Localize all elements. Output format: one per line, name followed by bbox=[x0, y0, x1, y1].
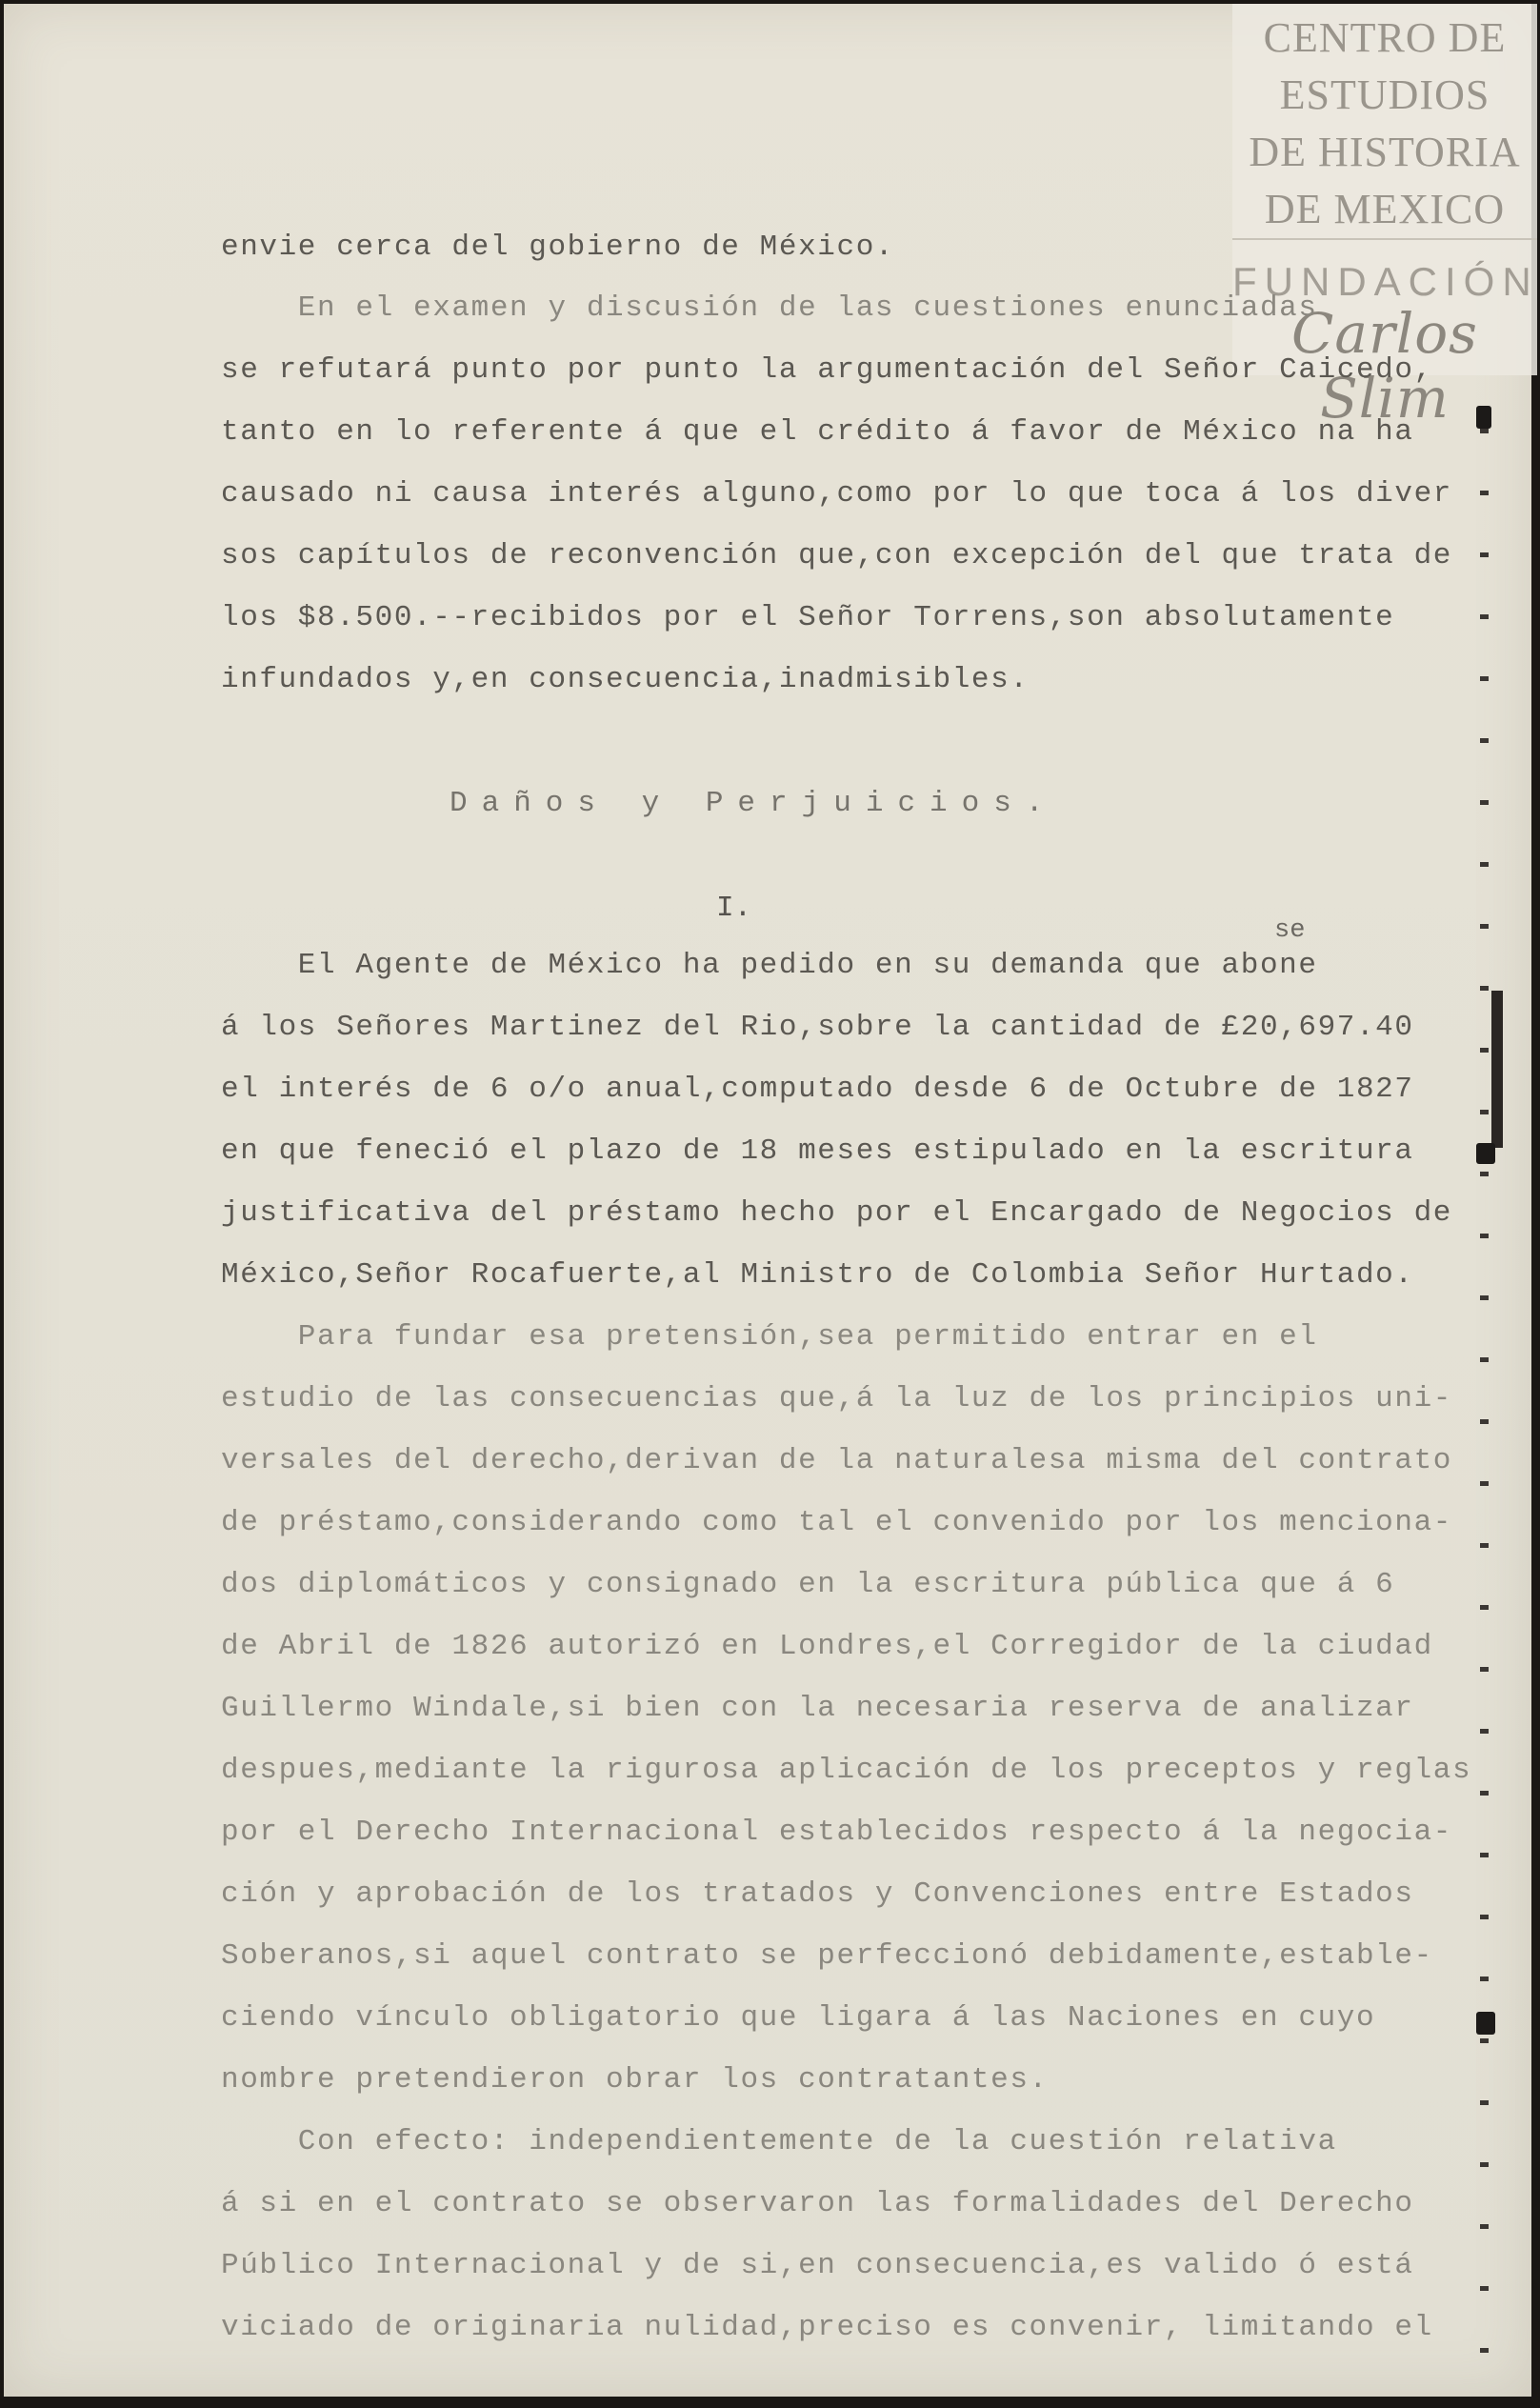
text-line: tanto en lo referente á que el crédito á favor de México na ha bbox=[221, 415, 1414, 449]
binding-hole-mark bbox=[1480, 986, 1489, 991]
binding-hole-mark bbox=[1480, 800, 1489, 805]
stamp-line: DE MEXICO bbox=[1264, 186, 1506, 232]
binding-hole-mark bbox=[1480, 1357, 1489, 1362]
binding-hole-mark bbox=[1480, 1481, 1489, 1486]
binding-margin bbox=[1470, 0, 1499, 2408]
text-line: infundados y,en consecuencia,inadmisibles. bbox=[221, 663, 1030, 696]
text-line: El Agente de México ha pedido en su demanda que abone bbox=[221, 949, 1318, 982]
stamp-line: CENTRO DE bbox=[1263, 14, 1507, 61]
interlinear-insertion: se bbox=[1274, 916, 1306, 945]
binding-hole-mark bbox=[1480, 1543, 1489, 1548]
binding-hole-mark bbox=[1480, 1915, 1489, 1919]
text-line: el interés de 6 o/o anual,computado desde 6 de Octubre de 1827 bbox=[221, 1073, 1414, 1106]
binding-hole-mark bbox=[1480, 1172, 1489, 1176]
text-line: se refutará punto por punto la argumentación del Señor Caicedo, bbox=[221, 353, 1433, 387]
ink-blot bbox=[1476, 406, 1491, 429]
text-line: á los Señores Martinez del Rio,sobre la cantidad de £20,697.40 bbox=[221, 1011, 1414, 1044]
binding-hole-mark bbox=[1480, 1048, 1489, 1053]
binding-hole-mark bbox=[1480, 2038, 1489, 2043]
text-line: Público Internacional y de si,en consecuencia,es valido ó está bbox=[221, 2249, 1414, 2282]
binding-strip bbox=[1491, 991, 1503, 1148]
text-line: estudio de las consecuencias que,á la luz de los principios uni- bbox=[221, 1382, 1452, 1415]
text-line: sos capítulos de reconvención que,con excepción del que trata de bbox=[221, 539, 1452, 572]
text-line: nombre pretendieron obrar los contratantes. bbox=[221, 2063, 1049, 2097]
text-line: Para fundar esa pretensión,sea permitido entrar en el bbox=[221, 1320, 1318, 1354]
binding-hole-mark bbox=[1480, 1853, 1489, 1857]
text-line: los $8.500.--recibidos por el Señor Torrens,son absolutamente bbox=[221, 601, 1395, 634]
text-line: ción y aprobación de los tratados y Convenciones entre Estados bbox=[221, 1877, 1414, 1911]
text-line: viciado de originaria nulidad,preciso es convenir, limitando el bbox=[221, 2311, 1433, 2344]
text-line: versales del derecho,derivan de la naturalesa misma del contrato bbox=[221, 1444, 1452, 1477]
binding-hole-mark bbox=[1480, 429, 1489, 433]
binding-hole-mark bbox=[1480, 2348, 1489, 2353]
section-number: I. bbox=[716, 892, 752, 925]
binding-hole-mark bbox=[1480, 1234, 1489, 1238]
text-line: justificativa del préstamo hecho por el Encargado de Negocios de bbox=[221, 1196, 1452, 1230]
ink-blot bbox=[1476, 1143, 1495, 1164]
text-line: por el Derecho Internacional establecidos respecto á la negocia- bbox=[221, 1816, 1452, 1849]
binding-hole-mark bbox=[1480, 862, 1489, 867]
binding-hole-mark bbox=[1480, 1977, 1489, 1981]
text-line: Con efecto: independientemente de la cuestión relativa bbox=[221, 2125, 1337, 2158]
binding-hole-mark bbox=[1480, 2100, 1489, 2105]
text-line: envie cerca del gobierno de México. bbox=[221, 231, 895, 264]
binding-hole-mark bbox=[1480, 1605, 1489, 1610]
binding-hole-mark bbox=[1480, 1729, 1489, 1734]
text-line: en que feneció el plazo de 18 meses estipulado en la escritura bbox=[221, 1134, 1414, 1168]
text-line: de préstamo,considerando como tal el convenido por los menciona- bbox=[221, 1506, 1452, 1539]
text-line: En el examen y discusión de las cuestiones enunciadas bbox=[221, 291, 1318, 325]
text-line: causado ni causa interés alguno,como por lo que toca á los diver bbox=[221, 477, 1452, 511]
binding-hole-mark bbox=[1480, 924, 1489, 929]
binding-hole-mark bbox=[1480, 614, 1489, 619]
text-line: Soberanos,si aquel contrato se perfeccionó debidamente,estable- bbox=[221, 1939, 1433, 1973]
binding-hole-mark bbox=[1480, 552, 1489, 557]
ink-blot bbox=[1476, 2012, 1495, 2035]
text-line: de Abril de 1826 autorizó en Londres,el Corregidor de la ciudad bbox=[221, 1630, 1433, 1663]
binding-hole-mark bbox=[1480, 2162, 1489, 2167]
binding-hole-mark bbox=[1480, 1110, 1489, 1114]
binding-hole-mark bbox=[1480, 676, 1489, 681]
binding-hole-mark bbox=[1480, 2224, 1489, 2229]
binding-hole-mark bbox=[1480, 491, 1489, 495]
text-line: México,Señor Rocafuerte,al Ministro de Colombia Señor Hurtado. bbox=[221, 1258, 1414, 1292]
stamp-line: ESTUDIOS bbox=[1279, 71, 1490, 118]
binding-hole-mark bbox=[1480, 1791, 1489, 1796]
binding-hole-mark bbox=[1480, 1419, 1489, 1424]
text-line: despues,mediante la rigurosa aplicación de los preceptos y reglas bbox=[221, 1754, 1472, 1787]
text-line: á si en el contrato se observaron las formalidades del Derecho bbox=[221, 2187, 1414, 2220]
text-line: dos diplomáticos y consignado en la escritura pública que á 6 bbox=[221, 1568, 1395, 1601]
text-line: ciendo vínculo obligatorio que ligara á las Naciones en cuyo bbox=[221, 2001, 1376, 2035]
binding-hole-mark bbox=[1480, 2286, 1489, 2291]
stamp-line: DE HISTORIA bbox=[1249, 129, 1521, 175]
stamp-foundation: FUNDACIÓN bbox=[1232, 259, 1539, 304]
binding-hole-mark bbox=[1480, 1667, 1489, 1672]
text-line: Guillermo Windale,si bien con la necesaria reserva de analizar bbox=[221, 1692, 1414, 1725]
section-heading: Daños y Perjuicios. bbox=[450, 787, 1058, 820]
stamp-signature: Carlos Slim bbox=[1291, 301, 1478, 431]
binding-hole-mark bbox=[1480, 738, 1489, 743]
binding-hole-mark bbox=[1480, 1295, 1489, 1300]
